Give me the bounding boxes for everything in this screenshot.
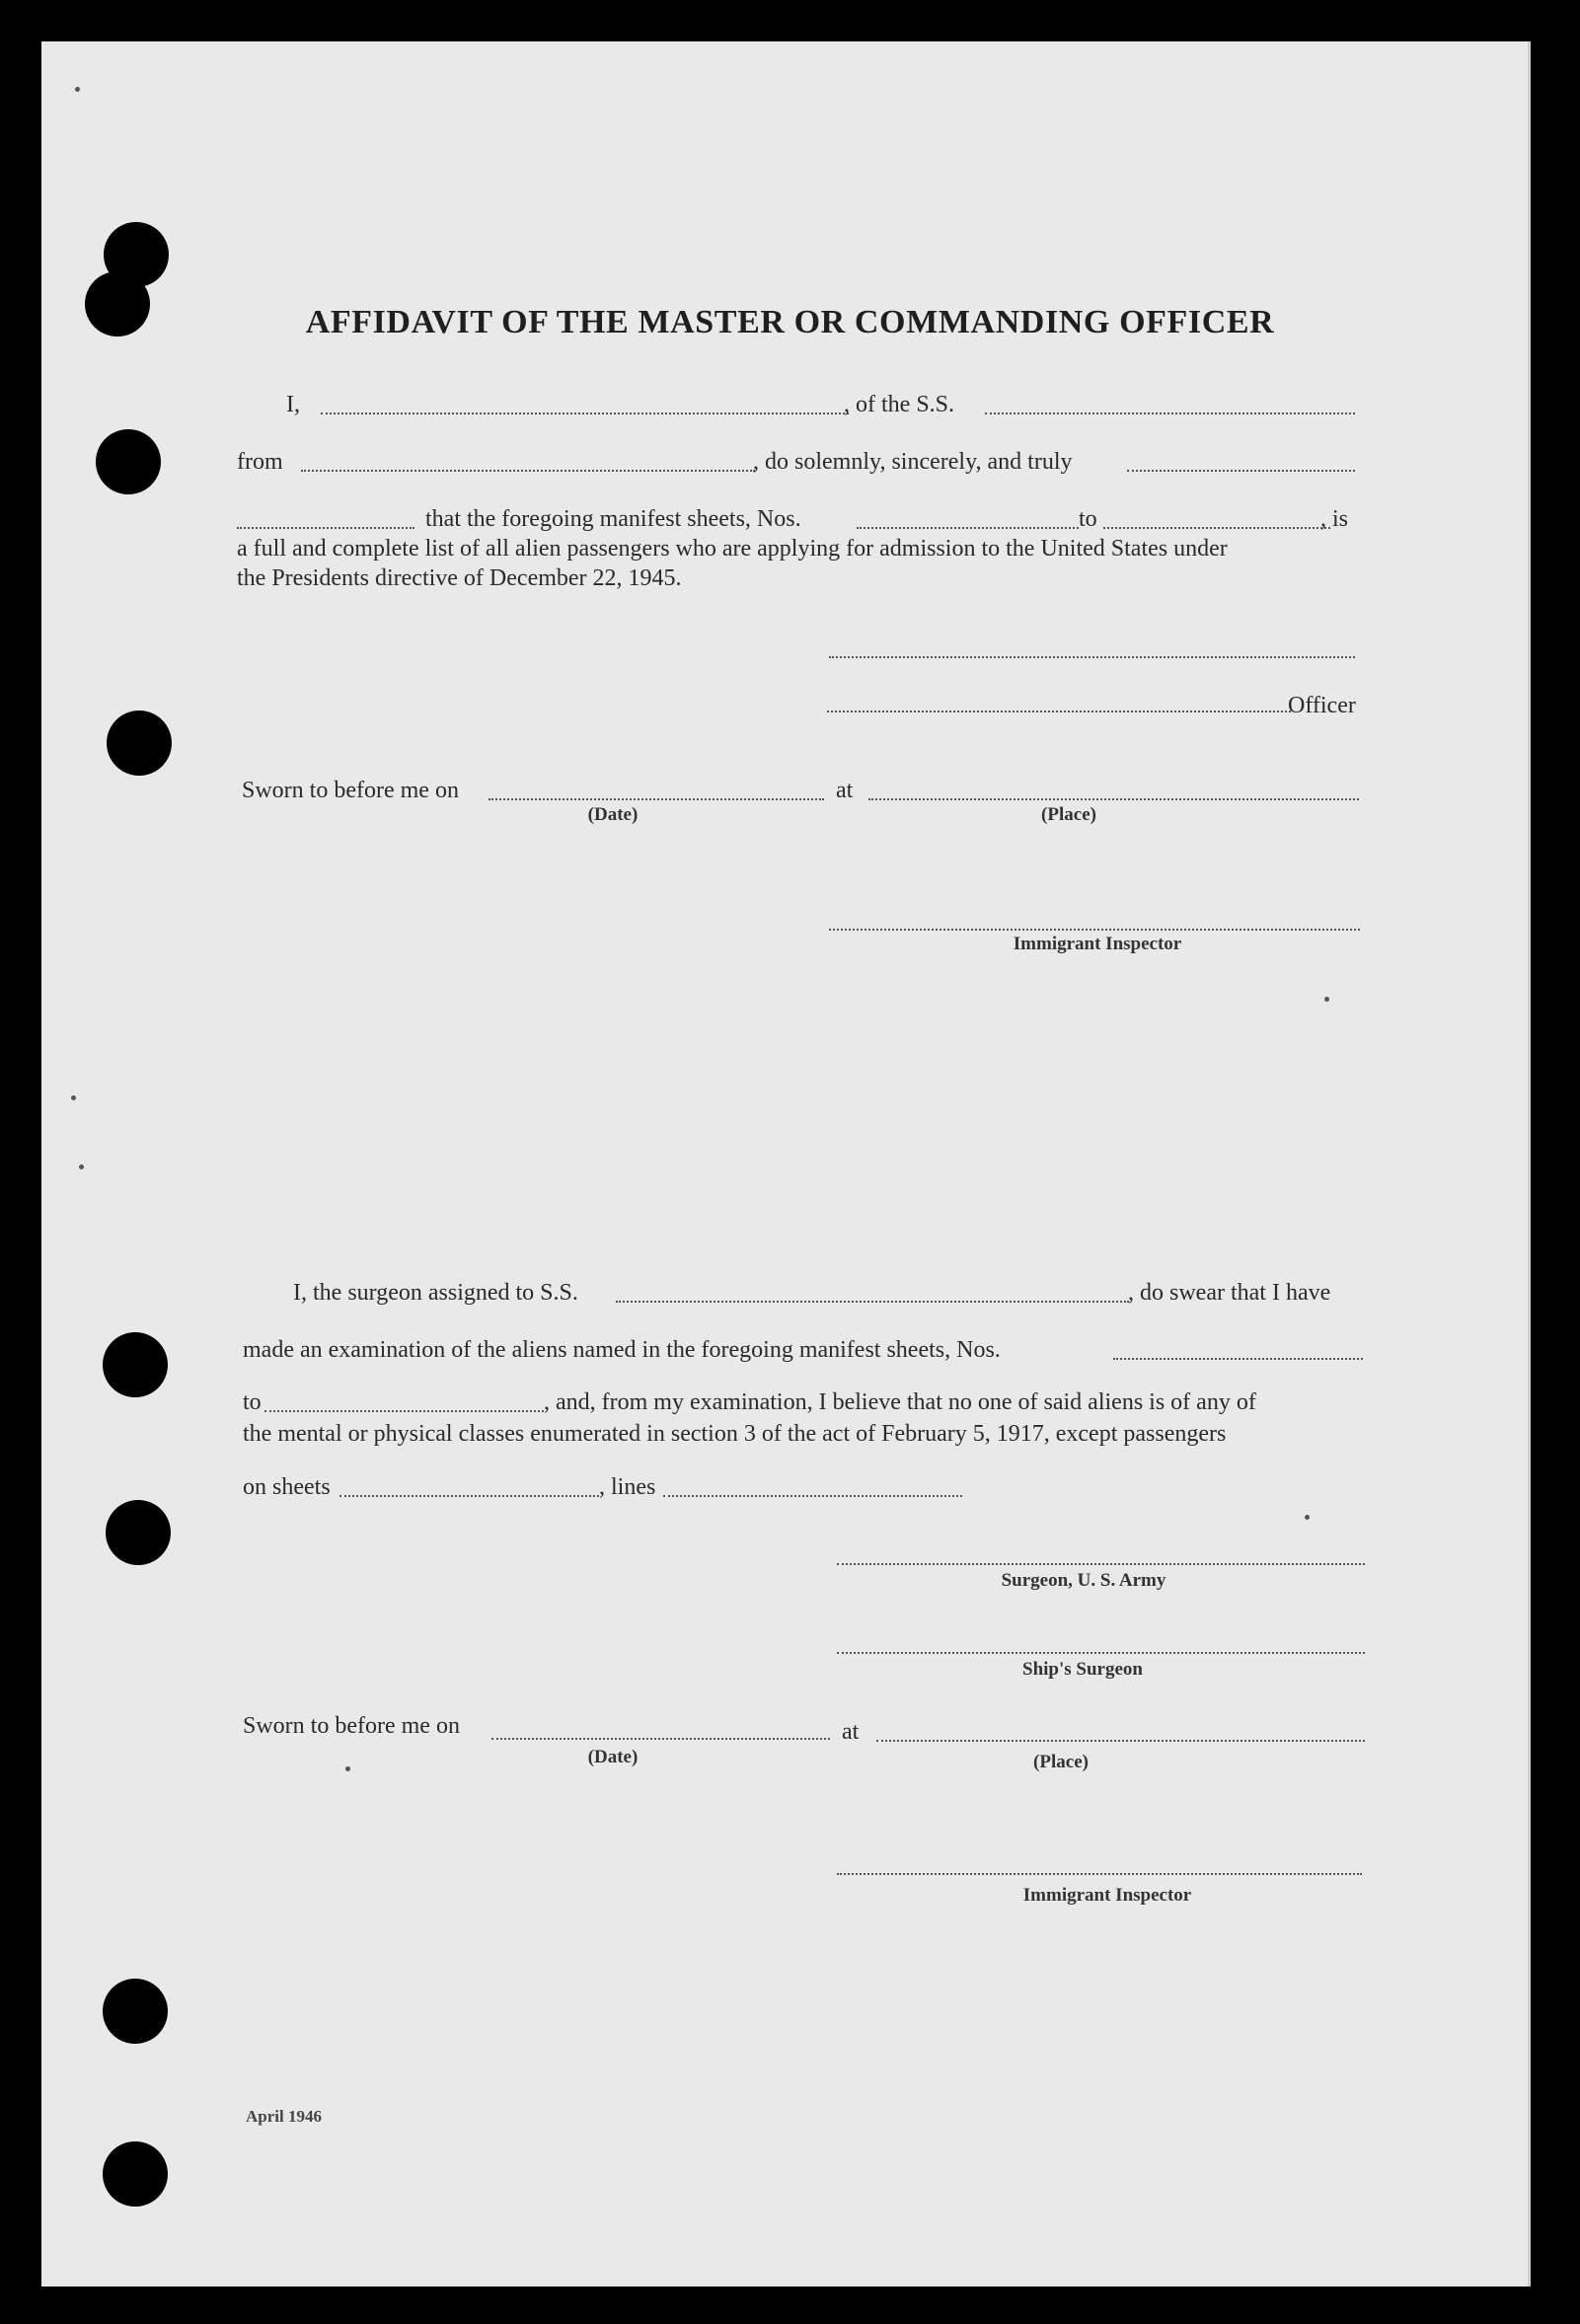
surgeon-line3-end: , and, from my examination, I believe that no one of said aliens is of any of (544, 1389, 1256, 1415)
surgeon-line1-start: I, the surgeon assigned to S.S. (293, 1280, 578, 1306)
oath-type-continued-field[interactable] (237, 527, 414, 529)
affidavit-line1-start: I, (286, 392, 300, 417)
army-surgeon-signature-field[interactable] (837, 1563, 1365, 1565)
binder-hole (106, 1500, 171, 1565)
binder-hole (103, 1979, 168, 2044)
binder-hole (96, 429, 161, 494)
surgeon-ship-name-field[interactable] (616, 1301, 1129, 1303)
surgeon-line1-end: , do swear that I have (1128, 1280, 1331, 1306)
sheet-number-from-field[interactable] (857, 527, 1079, 529)
inspector-signature-field[interactable] (829, 929, 1360, 931)
binder-hole (107, 711, 172, 776)
affidavit-line1-mid: , of the S.S. (844, 392, 955, 417)
surgeon-inspector-signature-field[interactable] (837, 1873, 1362, 1875)
inspector-caption: Immigrant Inspector (1013, 934, 1182, 954)
binder-hole (103, 2141, 168, 2207)
ship-name-field[interactable] (985, 412, 1355, 414)
officer-signature-field[interactable] (827, 711, 1291, 712)
speck (345, 1766, 350, 1771)
sworn-label: Sworn to before me on (242, 778, 459, 803)
officer-label: Officer (1288, 693, 1356, 718)
affidavit-line4: a full and complete list of all alien passengers who are applying for admission to the United States under (237, 536, 1228, 562)
except-sheets-field[interactable] (339, 1495, 599, 1497)
surgeon-line5-start: on sheets (243, 1474, 331, 1500)
speck (1324, 997, 1329, 1002)
at-label: at (836, 778, 854, 803)
ship-surgeon-caption: Ship's Surgeon (1022, 1659, 1143, 1680)
surgeon-sworn-date-field[interactable] (491, 1738, 830, 1740)
binder-hole (103, 1332, 168, 1397)
speck (79, 1164, 84, 1169)
sworn-place-field[interactable] (868, 798, 1359, 800)
surgeon-at-label: at (842, 1719, 860, 1745)
surgeon-line5-mid: , lines (599, 1474, 656, 1500)
form-sheet (41, 41, 1531, 2287)
speck (1305, 1515, 1310, 1520)
date-caption: (Date) (587, 804, 639, 825)
surgeon-sheet-to-field[interactable] (264, 1410, 544, 1412)
affidavit-line2-start: from (237, 449, 283, 475)
surgeon-date-caption: (Date) (587, 1747, 639, 1767)
surgeon-line3-start: to (243, 1389, 262, 1415)
surgeon-sworn-label: Sworn to before me on (243, 1713, 460, 1739)
affidavit-line5: the Presidents directive of December 22, 1945. (237, 565, 682, 591)
sheet-number-to-field[interactable] (1103, 527, 1330, 529)
sworn-date-field[interactable] (489, 798, 824, 800)
speck (75, 87, 80, 92)
speck (71, 1095, 76, 1100)
surgeon-line4: the mental or physical classes enumerated in section 3 of the act of February 5, 1917, except passengers (243, 1421, 1227, 1447)
surgeon-line2: made an examination of the aliens named in the foregoing manifest sheets, Nos. (243, 1337, 1001, 1363)
oath-type-field[interactable] (1127, 470, 1355, 472)
affidavit-line3-end: , is (1320, 506, 1349, 532)
affidavit-line3-to: to (1079, 506, 1097, 532)
form-title: AFFIDAVIT OF THE MASTER OR COMMANDING OFFICER (305, 304, 1275, 340)
ship-surgeon-signature-field[interactable] (837, 1652, 1365, 1654)
surgeon-sworn-place-field[interactable] (876, 1740, 1365, 1742)
place-caption: (Place) (1041, 804, 1096, 825)
form-date-footer: April 1946 (246, 2107, 322, 2126)
affidavit-line3-mid: that the foregoing manifest sheets, Nos. (425, 506, 801, 532)
except-lines-field[interactable] (663, 1495, 962, 1497)
officer-name-field[interactable] (829, 656, 1355, 658)
surgeon-inspector-caption: Immigrant Inspector (1022, 1885, 1192, 1906)
master-name-field[interactable] (321, 412, 849, 414)
affidavit-line2-mid: , do solemnly, sincerely, and truly (753, 449, 1073, 475)
surgeon-sheet-from-field[interactable] (1113, 1358, 1363, 1360)
from-port-field[interactable] (301, 470, 755, 472)
army-surgeon-caption: Surgeon, U. S. Army (1001, 1570, 1166, 1591)
surgeon-place-caption: (Place) (1033, 1752, 1089, 1772)
